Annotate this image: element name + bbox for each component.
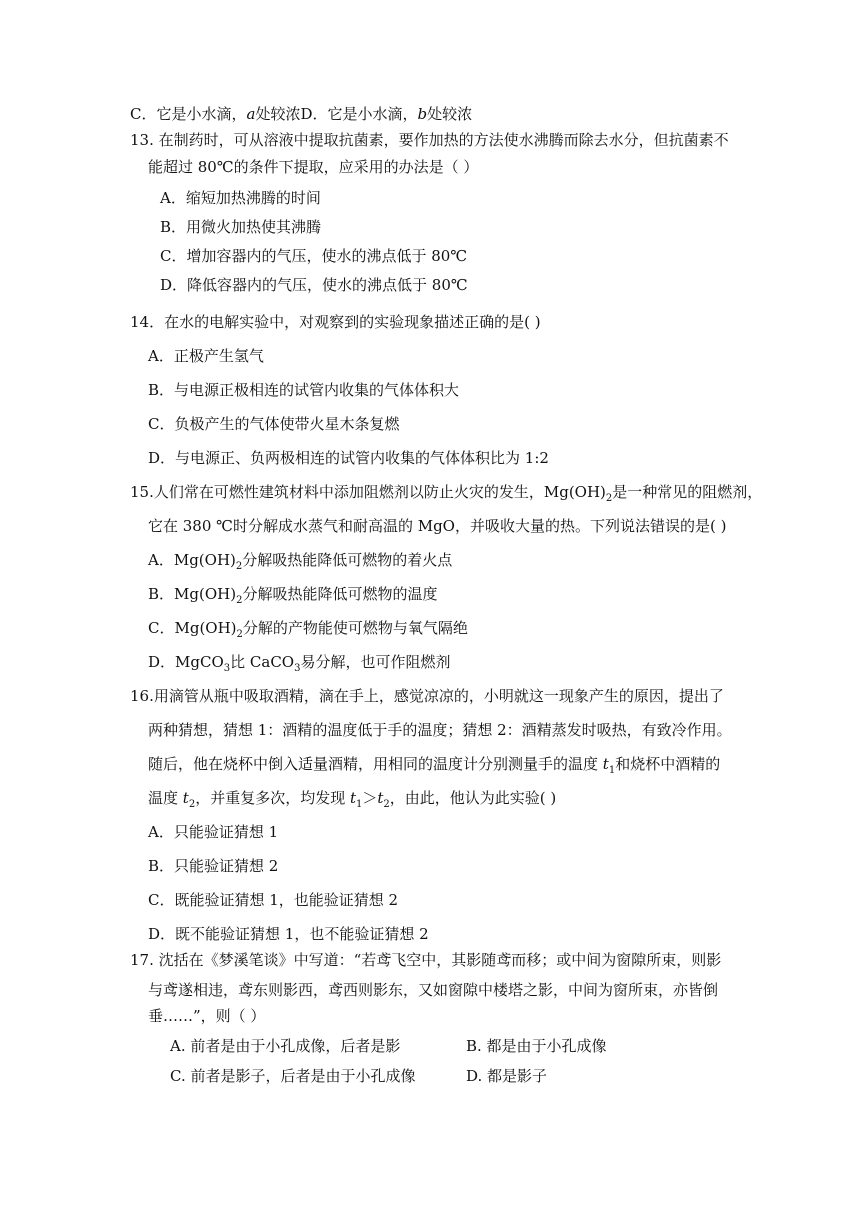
- q15-option-a: [148, 550, 452, 570]
- q17-option-d: D. 都是影子: [466, 1067, 548, 1085]
- q15-option-a-sub: 2: [235, 561, 243, 572]
- q17-option-c: C. 前者是影子，后者是由于小孔成像: [170, 1067, 416, 1085]
- q17-stem-line1: 17. 沈括在《梦溪笔谈》中写道：“若鸢飞空中，其影随鸢而移；或中间为窗隙所束，则影: [130, 951, 722, 969]
- q16-stem-line2: 两种猜想，猜想 1：酒精的温度低于手的温度；猜想 2：酒精蒸发时吸热，有致冷作用。: [148, 721, 732, 739]
- q15-option-d-sub1: 3: [223, 663, 231, 674]
- q15-option-b-sub: 2: [236, 595, 243, 606]
- q13-stem-line1: 13. 在制药时，可从溶液中提取抗菌素，要作加热的方法使水沸腾而除去水分，但抗菌素不: [130, 131, 729, 149]
- q16-t3-sub: 1: [356, 799, 363, 810]
- q13-option-a: A．缩短加热沸腾的时间: [160, 189, 321, 207]
- q16-stem-line4: [148, 788, 556, 808]
- q16-t4-sub: 2: [383, 799, 390, 810]
- q16-stem-line4-c: ，由此，他认为此实验( ): [389, 789, 557, 807]
- q15-option-d-mid: 比 CaCO: [230, 653, 295, 671]
- q16-stem-line3-a: 随后，他在烧杯中倒入适量酒精，用相同的温度计分别测量手的温度: [148, 755, 603, 773]
- q15-option-d-post: 易分解，也可作阻燃剂: [300, 653, 451, 671]
- q14-option-c: C．负极产生的气体使带火星木条复燃: [148, 415, 400, 433]
- q15-option-a-post: 分解吸热能降低可燃物的着火点: [242, 551, 453, 569]
- q16-option-c: C．既能验证猜想 1，也能验证猜想 2: [148, 891, 399, 909]
- q12-option-d-var: b: [417, 105, 428, 123]
- q16-t3: t: [349, 789, 356, 807]
- q15-option-b-pre: B．Mg(OH): [148, 585, 237, 603]
- q16-stem-line3: [148, 754, 720, 774]
- q16-option-b: B．只能验证猜想 2: [148, 857, 279, 875]
- q12-option-c-var: a: [246, 105, 256, 123]
- q15-option-d: [148, 652, 451, 672]
- q15-option-c-sub: 2: [236, 629, 243, 640]
- q16-stem-line4-b: ，并重复多次，均发现: [195, 789, 350, 807]
- q17-stem-line3: 垂……”，则（ ）: [148, 1007, 266, 1025]
- q15-option-d-sub2: 3: [294, 663, 301, 674]
- q15-stem-line1-sub: 2: [605, 493, 613, 504]
- q16-t2: t: [182, 789, 189, 807]
- q16-stem-line3-b: 和烧杯中酒精的: [615, 755, 721, 773]
- q12-option-d-end: 处较浓: [427, 105, 473, 123]
- q16-t2-sub: 2: [188, 799, 196, 810]
- q16-stem-line1: 16.用滴管从瓶中吸取酒精，滴在手上，感觉凉凉的，小明就这一现象产生的原因，提出了: [130, 687, 724, 705]
- q15-option-c: [148, 618, 468, 638]
- q16-t1: t: [602, 755, 609, 773]
- q17-option-a: A. 前者是由于小孔成像，后者是影: [170, 1037, 401, 1055]
- q15-option-c-pre: C．Mg(OH): [148, 619, 237, 637]
- q14-option-b: B．与电源正极相连的试管内收集的气体体积大: [148, 381, 460, 399]
- q15-option-b: [148, 584, 437, 604]
- q15-option-b-post: 分解吸热能降低可燃物的温度: [242, 585, 438, 603]
- q13-option-c: C．增加容器内的气压，使水的沸点低于 80℃: [160, 247, 468, 265]
- q13-stem-line2: 能超过 80℃的条件下提取，应采用的办法是（ ）: [148, 158, 479, 176]
- q16-option-a: A．只能验证猜想 1: [148, 823, 279, 841]
- q12-option-c: C．它是小水滴，: [130, 105, 247, 123]
- q13-option-b: B．用微火加热使其沸腾: [160, 218, 322, 236]
- q17-stem-line2: 与鸢遂相违，鸢东则影西，鸢西则影东，又如窗隙中楼塔之影，中间为窗所束，亦皆倒: [148, 981, 719, 999]
- q16-option-d: D．既不能验证猜想 1，也不能验证猜想 2: [148, 925, 429, 943]
- q15-stem-line1-a: 15.人们常在可燃性建筑材料中添加阻燃剂以防止火灾的发生，Mg(OH): [130, 483, 606, 501]
- q17-option-b: B. 都是由于小孔成像: [466, 1037, 607, 1055]
- q16-stem-line4-a: 温度: [148, 789, 183, 807]
- q12-options-cd: [130, 104, 472, 124]
- q12-option-d: D．它是小水滴，: [300, 105, 418, 123]
- q15-option-c-post: 分解的产物能使可燃物与氧气隔绝: [242, 619, 468, 637]
- q12-option-c-end: 处较浓: [255, 105, 301, 123]
- q14-option-a: A．正极产生氢气: [148, 347, 264, 365]
- q14-option-d: D．与电源正、负两极相连的试管内收集的气体体积比为 1:2: [148, 449, 549, 467]
- q16-gt: ＞: [362, 789, 378, 807]
- q14-stem: 14．在水的电解实验中，对观察到的实验现象描述正确的是( ): [130, 313, 541, 331]
- q16-t4: t: [377, 789, 384, 807]
- q15-stem-line1-b: 是一种常见的阻燃剂，: [612, 483, 763, 501]
- q15-stem-line1: [130, 482, 762, 502]
- q15-stem-line2: 它在 380 ℃时分解成水蒸气和耐高温的 MgO，并吸收大量的热。下列说法错误的是( ): [148, 517, 727, 535]
- q15-option-a-pre: A．Mg(OH): [148, 551, 236, 569]
- q15-option-d-pre: D．MgCO: [148, 653, 224, 671]
- q13-option-d: D．降低容器内的气压，使水的沸点低于 80℃: [160, 276, 468, 294]
- q16-t1-sub: 1: [608, 765, 616, 776]
